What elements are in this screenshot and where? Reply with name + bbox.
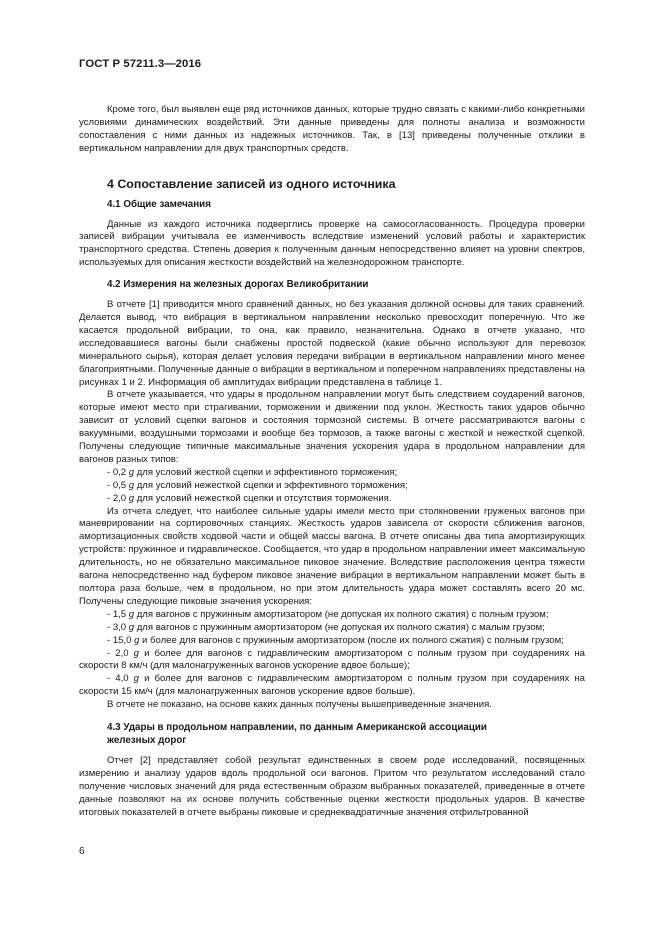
list-item-unit: g <box>128 466 135 478</box>
list-item-text: и более для вагонов с пружинным амортизатором (после их полного сжатия) с полным грузом; <box>139 634 564 646</box>
list-item-text: и более для вагонов с гидравлическим амортизатором с полным грузом при соударениях на скорости 15 км/ч (для малонагруженных вагонов ускорение вдвое больше). <box>79 673 585 698</box>
acceleration-list-1 <box>79 467 585 506</box>
page-number: 6 <box>79 846 85 857</box>
section-4-2-paragraph-2: В отчете указывается, что удары в продольном направлении могут быть следствием соударений вагонов, которые имеют место при страгивании, торможении и движении под уклон. Жесткость таких ударов обычно зависит от условий сцепки вагонов и состояния тормозной системы. В отчете рассматриваются вагоны с вакуумными, воздушными тормозами и вообще без тормозов, а также вагоны с жесткой и нежесткой сцепкой. Получены следующие типичные максимальные значения ускорения удара в продольном направлении для вагонов разных типов: <box>79 389 585 465</box>
section-4-2-title: 4.2 Измерения на железных дорогах Великобритании <box>107 279 369 291</box>
list-item-value: - 15,0 <box>107 634 135 646</box>
section-4-2-paragraph-4: В отчете не показано, на основе каких данных получены вышеприведенные значения. <box>107 699 492 711</box>
list-item <box>79 493 585 506</box>
acceleration-list-2 <box>79 609 585 699</box>
list-item <box>79 673 585 699</box>
list-item <box>79 480 585 493</box>
document-header: ГОСТ Р 57211.3—2016 <box>79 58 202 70</box>
section-4-2-paragraph-1: В отчете [1] приводится много сравнений данных, но без указания должной основы для таких сравнений. Делается вывод, что вибрация в вертикальном направлении несколько превосходит поперечную. Что же касается продольной вибрации, то она, как правило, незначительна. Однако в отчете указано, что исследовавшиеся вагоны были снабжены простой подвеской (какие обычно используют для перевозок минерального сырья), которая делает условия передачи вибрации в вертикальном направлении много менее благоприятными. Полученные данные о вибрации в вертикальном и поперечном направлениях представлены на рисунках 1 и 2. Информация об амплитудах вибрации представлена в таблице 1. <box>79 299 585 388</box>
list-item-unit: g <box>128 492 135 504</box>
list-item <box>79 635 585 648</box>
list-item-text: для вагонов с пружинным амортизатором (не допуская их полного сжатия) с малым грузом; <box>134 621 545 633</box>
list-item-text: для условий жесткой сцепки и эффективного торможения; <box>134 466 398 478</box>
list-item <box>79 467 585 480</box>
list-item-text: для условий нежесткой сцепки и отсутствия торможения. <box>134 492 392 504</box>
list-item-value: - 0,5 <box>107 479 129 491</box>
list-item-value: - 3,0 <box>107 621 129 633</box>
section-4-1-paragraph: Данные из каждого источника подверглись проверке на самосогласованность. Процедура проверки записей вибрации учитывала ее изменчивость вследствие изменений условий работы и характеристик транспортного средства. Степень доверия к полученным данным непосредственно влияет на уровни спектров, используемых для описания жесткости воздействий на железнодорожном транспорте. <box>79 218 585 269</box>
list-item-value: - 1,5 <box>107 608 129 620</box>
section-4-3-title <box>107 722 585 748</box>
list-item <box>79 622 585 635</box>
section-4-2-paragraph-3: Из отчета следует, что наиболее сильные удары имели место при столкновении груженых вагонов при маневрировании на сортировочных станциях. Жесткость ударов зависела от скорости сближения вагонов, амортизационных свойств ходовой части и общей массы вагона. В отчете описаны два типа амортизирующих устройств: пружинное и гидравлическое. Сообщается, что удар в продольном направлении имеет максимальную длительность, но не обязательно максимальное пиковое значение. Вследствие расположения центра тяжести вагона непосредственно над буфером пиковое значение вибрации в вертикальном направлении может быть в полтора раза больше, чем в продольном, но при этом длительность удара может составлять всего 20 мс. Получены следующие пиковые значения ускорения: <box>79 505 585 607</box>
list-item-text: для вагонов с пружинным амортизатором (не допуская их полного сжатия) с полным грузом; <box>134 608 549 620</box>
list-item <box>79 609 585 622</box>
section-4-1-title: 4.1 Общие замечания <box>107 198 211 210</box>
list-item-text: и более для вагонов с гидравлическим амортизатором с полным грузом при соударениях на скорости 8 км/ч (для малонагруженных вагонов ускорение вдвое больше); <box>79 647 585 672</box>
list-item-unit: g <box>134 634 140 646</box>
list-item-unit: g <box>133 673 139 685</box>
document-body <box>79 104 585 819</box>
section-4-title: 4 Сопоставление записей из одного источника <box>107 176 396 191</box>
intro-paragraph: Кроме того, был выявлен еще ряд источников данных, которые трудно связать с какими-либо конкретными условиями динамических воздействий. Эти данные приведены для полноты анализа и возможности сопоставления с ними данных из надежных источников. Так, в [13] приведены полученные отклики в вертикальном направлении для двух транспортных средств. <box>79 104 585 154</box>
section-4-3-title-line-2: железных дорог <box>107 734 187 746</box>
list-item-value: - 4,0 <box>107 673 134 685</box>
list-item-unit: g <box>128 479 135 491</box>
list-item-text: для условий нежесткой сцепки и эффективного торможения; <box>134 479 408 491</box>
list-item-unit: g <box>128 608 135 620</box>
list-item <box>79 648 585 674</box>
list-item-value: - 0,2 <box>107 466 129 478</box>
section-4-3-paragraph-1: Отчет [2] представляет собой результат единственных в своем роде исследований, посвященных измерению и анализу ударов вдоль продольной оси вагонов. Притом что результатом исследований стало получение числовых значений для ряда естественным образом выбранных показателей, приведенные в отчете данные позволяют на их основе получить собственные оценки жесткости продольных ударов. В качестве итоговых показателей в отчете выбраны пиковые и среднеквадратичные значения отфильтрованной <box>79 754 585 818</box>
list-item-value: - 2,0 <box>107 647 134 659</box>
section-4-3-title-line-1: 4.3 Удары в продольном направлении, по данным Американской ассоциации <box>107 722 487 734</box>
list-item-value: - 2,0 <box>107 492 129 504</box>
list-item-unit: g <box>133 647 139 659</box>
list-item-unit: g <box>128 621 135 633</box>
